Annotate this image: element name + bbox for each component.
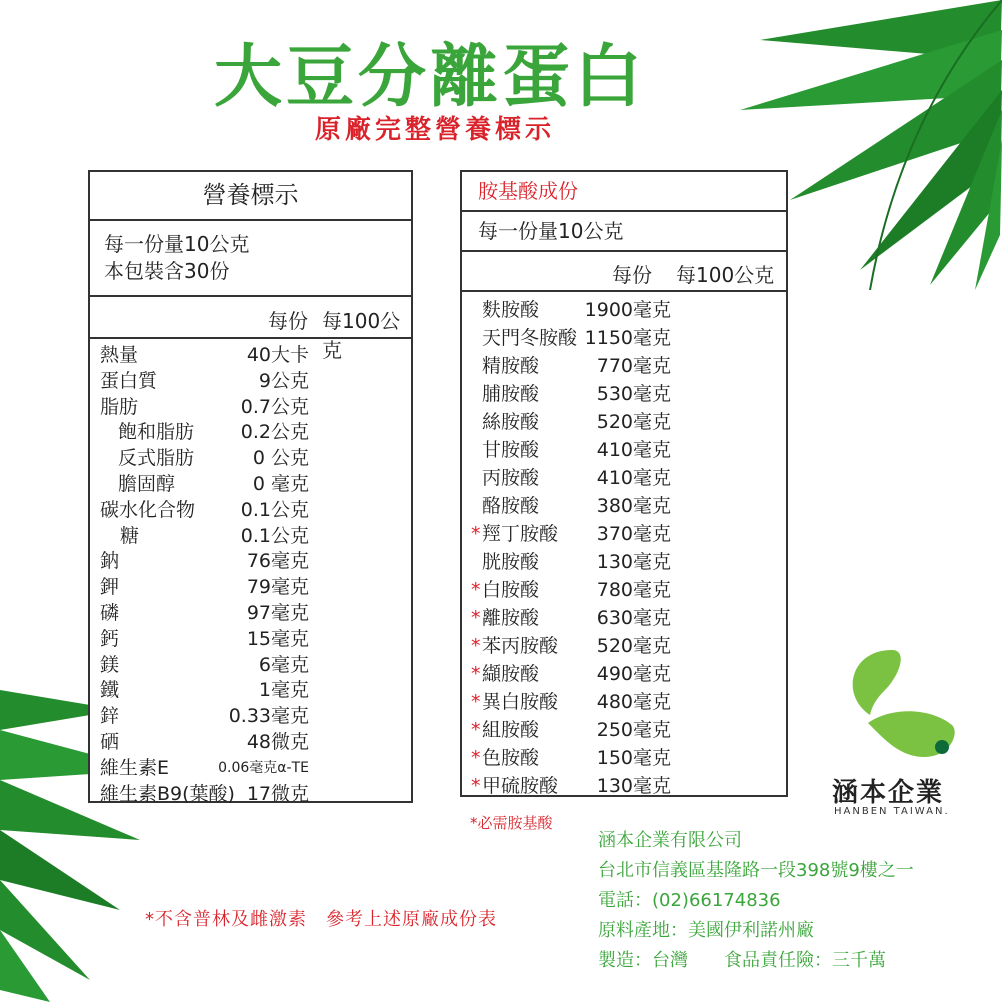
nutrient-value: 6毫克 xyxy=(258,653,309,676)
nutrition-rows xyxy=(90,339,411,807)
nutrient-value: 0 公克 xyxy=(252,447,309,470)
amino-value: 780毫克 xyxy=(596,579,671,601)
nutrient-name: 飽和脂肪 xyxy=(118,421,195,444)
nutrition-table xyxy=(88,170,413,803)
company-address: 台北市信義區基隆路一段398號9樓之一 xyxy=(598,860,914,881)
nutrient-name: 維生素B9(葉酸) xyxy=(100,782,235,805)
table-row xyxy=(90,730,411,756)
amino-value: 370毫克 xyxy=(596,523,671,545)
nutrient-name: 鈉 xyxy=(100,550,120,573)
amino-name: 天門冬胺酸 xyxy=(482,327,578,349)
nutrient-value: 0.7公克 xyxy=(240,395,309,418)
table-row xyxy=(462,660,786,688)
table-row xyxy=(462,688,786,716)
nutrient-name: 硒 xyxy=(100,730,120,753)
amino-value: 410毫克 xyxy=(596,439,671,461)
amino-value: 130毫克 xyxy=(596,775,671,797)
company-info xyxy=(598,826,914,976)
amino-name: 異白胺酸 xyxy=(482,691,559,713)
table-row xyxy=(90,524,411,550)
amino-value: 150毫克 xyxy=(596,747,671,769)
nutrient-name: 維生素E xyxy=(100,756,170,779)
amino-value: 630毫克 xyxy=(596,607,671,629)
nutrient-value: 15毫克 xyxy=(246,627,309,650)
nutrient-name: 鋅 xyxy=(100,705,120,728)
amino-name: 丙胺酸 xyxy=(482,467,540,489)
nutrient-value: 0.1公克 xyxy=(240,524,309,547)
logo-english: HANBEN TAIWAN. xyxy=(834,806,950,817)
amino-name: 麩胺酸 xyxy=(482,299,540,321)
table-row xyxy=(462,632,786,660)
nutrient-name: 磷 xyxy=(100,601,120,624)
amino-name: 白胺酸 xyxy=(482,579,540,601)
amino-name: 胱胺酸 xyxy=(482,551,540,573)
table-row xyxy=(462,408,786,436)
table-row xyxy=(462,520,786,548)
nutrient-name: 鉀 xyxy=(100,576,120,599)
table-row xyxy=(462,380,786,408)
nutrition-serving-info xyxy=(90,221,411,297)
amino-name: 精胺酸 xyxy=(482,355,540,377)
amino-name: 組胺酸 xyxy=(482,719,540,741)
nutrient-name: 反式脂肪 xyxy=(118,447,195,470)
nutrient-name: 鈣 xyxy=(100,627,120,650)
table-row xyxy=(90,446,411,472)
table-row xyxy=(90,420,411,446)
amino-name: 甘胺酸 xyxy=(482,439,540,461)
essential-mark: * xyxy=(471,747,481,769)
table-row xyxy=(462,576,786,604)
amino-rows xyxy=(462,292,786,800)
nutrient-value: 40大卡 xyxy=(246,344,309,366)
nutrient-name: 膽固醇 xyxy=(118,472,176,495)
table-row xyxy=(462,464,786,492)
essential-mark: * xyxy=(471,775,481,797)
essential-mark: * xyxy=(471,691,481,713)
amino-value: 1150毫克 xyxy=(584,327,671,349)
amino-name: 酪胺酸 xyxy=(482,495,540,517)
essential-amino-note: *必需胺基酸 xyxy=(470,814,553,832)
nutrient-value: 0.2公克 xyxy=(240,421,309,444)
col-per-100g: 每100公克 xyxy=(322,309,401,362)
amino-heading: 胺基酸成份 xyxy=(462,172,786,212)
amino-value: 490毫克 xyxy=(596,663,671,685)
table-row xyxy=(90,756,411,782)
col-per-100g: 每100公克 xyxy=(676,263,775,287)
amino-name: 甲硫胺酸 xyxy=(482,775,559,797)
page-subtitle: 原廠完整營養標示 xyxy=(314,115,555,145)
amino-value: 380毫克 xyxy=(596,495,671,517)
table-row xyxy=(90,498,411,524)
essential-mark: * xyxy=(471,635,481,657)
nutrient-name: 脂肪 xyxy=(100,395,139,418)
amino-value: 130毫克 xyxy=(596,551,671,573)
amino-value: 520毫克 xyxy=(596,411,671,433)
amino-name: 色胺酸 xyxy=(482,747,540,769)
nutrient-value: 97毫克 xyxy=(246,601,309,624)
table-row xyxy=(462,436,786,464)
nutrient-name: 鐵 xyxy=(100,679,120,702)
table-row xyxy=(90,395,411,421)
nutrient-value: 1毫克 xyxy=(258,679,309,702)
manufacture-insurance: 製造：台灣 食品責任險：三千萬 xyxy=(598,950,886,971)
table-row xyxy=(462,352,786,380)
nutrient-name: 糖 xyxy=(120,524,140,547)
serving-size: 每一份量10公克 xyxy=(104,232,250,256)
nutrition-heading: 營養標示 xyxy=(90,172,411,221)
table-row xyxy=(90,601,411,627)
logo-name: 涵本企業 xyxy=(832,778,945,808)
table-row xyxy=(90,678,411,704)
table-row xyxy=(462,604,786,632)
hanben-logo-icon xyxy=(830,645,970,775)
amino-name: 羥丁胺酸 xyxy=(482,523,559,545)
essential-mark: * xyxy=(471,607,481,629)
company-name: 涵本企業有限公司 xyxy=(598,830,742,851)
nutrient-value: 17微克 xyxy=(246,782,309,805)
amino-value: 480毫克 xyxy=(596,691,671,713)
essential-mark: * xyxy=(471,523,481,545)
amino-value: 530毫克 xyxy=(596,383,671,405)
table-row xyxy=(90,575,411,601)
nutrient-value: 0.1公克 xyxy=(240,498,309,521)
table-row xyxy=(462,296,786,324)
col-per-serving: 每份 xyxy=(268,309,308,333)
amino-value: 410毫克 xyxy=(596,467,671,489)
nutrient-value: 0 毫克 xyxy=(252,472,309,495)
essential-mark: * xyxy=(471,663,481,685)
amino-name: 纈胺酸 xyxy=(482,663,540,685)
hormone-note: *不含普林及雌激素 參考上述原廠成份表 xyxy=(145,909,497,930)
table-row xyxy=(90,627,411,653)
amino-value: 520毫克 xyxy=(596,635,671,657)
table-row xyxy=(462,492,786,520)
essential-mark: * xyxy=(471,579,481,601)
amino-name: 絲胺酸 xyxy=(482,411,540,433)
table-row xyxy=(90,704,411,730)
page-title: 大豆分離蛋白 xyxy=(213,38,646,117)
amino-name: 脯胺酸 xyxy=(482,383,540,405)
nutrient-value: 0.33毫克 xyxy=(228,705,309,728)
nutrient-name: 蛋白質 xyxy=(100,369,158,392)
amino-value: 770毫克 xyxy=(596,355,671,377)
nutrient-value: 48微克 xyxy=(246,730,309,753)
amino-acid-table xyxy=(460,170,788,797)
table-row xyxy=(90,653,411,679)
nutrient-name: 熱量 xyxy=(100,344,139,366)
amino-name: 苯丙胺酸 xyxy=(482,635,559,657)
essential-mark: * xyxy=(471,719,481,741)
table-row xyxy=(462,772,786,800)
nutrient-value: 0.06毫克α-TE xyxy=(218,759,309,776)
table-row xyxy=(90,343,411,369)
nutrient-value: 9公克 xyxy=(258,369,309,392)
col-per-serving: 每份 xyxy=(612,263,652,287)
nutrient-name: 碳水化合物 xyxy=(100,498,196,521)
material-origin: 原料產地：美國伊利諾州廠 xyxy=(598,920,814,941)
table-row xyxy=(462,548,786,576)
nutrient-value: 79毫克 xyxy=(246,576,309,599)
amino-name: 離胺酸 xyxy=(482,607,540,629)
table-row xyxy=(90,549,411,575)
table-row xyxy=(462,324,786,352)
nutrient-name: 鎂 xyxy=(100,653,120,676)
servings-per-pack: 本包裝含30份 xyxy=(104,259,230,283)
amino-value: 250毫克 xyxy=(596,719,671,741)
table-row xyxy=(90,369,411,395)
table-row xyxy=(90,782,411,808)
nutrient-value: 76毫克 xyxy=(246,550,309,573)
amino-serving-size: 每一份量10公克 xyxy=(462,212,786,252)
amino-value: 1900毫克 xyxy=(584,299,671,321)
company-phone: 電話：(02)66174836 xyxy=(598,890,781,911)
table-row xyxy=(462,744,786,772)
amino-column-headers xyxy=(462,252,786,292)
table-row xyxy=(462,716,786,744)
table-row xyxy=(90,472,411,498)
